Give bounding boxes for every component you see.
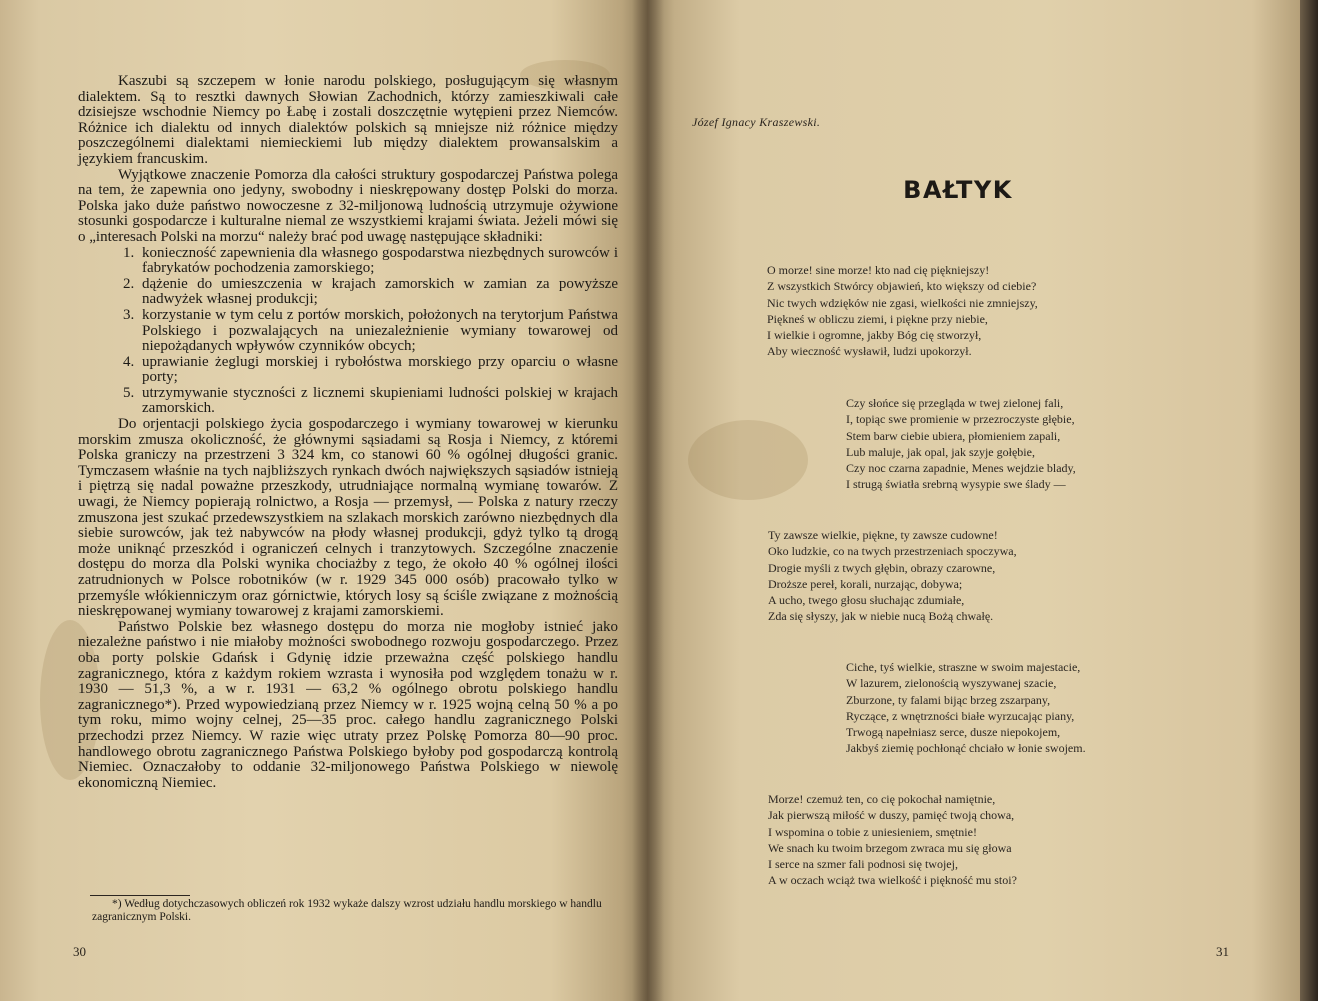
list-item: 3. korzystanie w tym celu z portów morskich, położonych na terytorjum Państwa Polskiego i pozwalających na uniezależnienie wymiany towarowej od niepożądanych wpływów czynników obcych; — [138, 308, 618, 355]
poem-author: Józef Ignacy Kraszewski. — [692, 115, 821, 129]
verse-line: Zda się słyszy, jak w niebie nucą Bożą chwałę. — [768, 609, 994, 624]
footnote: *) Według dotychczasowych obliczeń rok 1932 wykaże dalszy wzrost udziału handlu morskiego w handlu zagranicznym Polski. — [92, 898, 602, 923]
paragraph-pomorze: Wyjątkowe znaczenie Pomorza dla całości struktury gospodarczej Państwa polega na tem, że zapewnia ono jedyny, swobodny i nieskrępowany dostęp Polski do morza. Polska jako duże państwo nowoczesne z 32-miljonową ludnością utrzymuje ożywione stosunki gospodarcze i kulturalne niemal ze wszystkiemi krajami świata. Jeżeli mówi się o „interesach Polski na morzu“ należy brać pod uwagę następujące składniki: — [78, 166, 618, 245]
verse-line: I strugą światła srebrną wysypie swe ślady — — [846, 477, 1066, 492]
left-page-body — [78, 74, 618, 791]
verse-line: A w oczach wciąż twa wielkość i piękność mu stoi? — [768, 873, 1017, 888]
page-number-right: 31 — [1216, 944, 1229, 959]
verse-line: Nic twych wdzięków nie zgasi, wielkości nie zmniejszy, — [767, 295, 1038, 310]
verse-line: Czy noc czarna zapadnie, Menes wejdzie blady, — [846, 461, 1076, 476]
verse-line: Ciche, tyś wielkie, straszne w swoim majestacie, — [846, 660, 1081, 674]
verse-line: Ty zawsze wielkie, piękne, ty zawsze cudowne! — [768, 528, 998, 542]
verse-line: Z wszystkich Stwórcy objawień, kto większy od ciebie? — [767, 279, 1037, 294]
interests-list — [78, 246, 618, 418]
verse-line: I, topiąc swe promienie w przezroczyste głębie, — [846, 412, 1075, 427]
page-number-left: 30 — [73, 944, 86, 959]
footnote-divider — [90, 895, 190, 896]
verse-line: Jakbyś ziemię pochłonąć chciało w łonie swojem. — [846, 741, 1086, 756]
paragraph-orientation: Do orjentacji polskiego życia gospodarczego i wymiany towarowej w kierunku morskim zmusza okoliczność, że głównymi sąsiadami są Rosja i Niemcy, z któremi Polska graniczy na przestrzeni 3 324 km, co stanowi 60 % ogólnej długości granic. Tymczasem właśnie na tych najbliższych rynkach dwóch największych sąsiadów istnieją i piętrzą się nadal poważne przeszkody, utrudniające normalną wymianę towarów. Z uwagi, że Niemcy popierają rolnictwo, a Rosja — przemysł, — Polska z natury rzeczy zmuszona jest szukać przedewszystkiem na szlakach morskich zarówno niezbędnych dla siebie surowców, jak też nabywców na płody własnej produkcji, gdyż tylko tą drogą może uniknąć przeszkód i ograniczeń celnych i tranzytowych. Szczególne znaczenie dostępu do morza dla Polski wynika chociażby z tego, że około 40 % ogólnej ilości zatrudnionych w Polsce robotników (w r. 1929 345 000 osób) pracowało tylko w przemyśle włókienniczym oraz górnictwie, których losy są ściśle związane z możnością nieskrępowanej wymiany towarowej z krajami zamorskiemi. — [78, 416, 618, 620]
stanza-4 — [846, 659, 1086, 757]
verse-line: I wspomina o tobie z uniesieniem, smętnie! — [768, 824, 977, 839]
verse-line: O morze! sine morze! kto nad cię piękniejszy! — [767, 263, 990, 277]
verse-line: Jak pierwszą miłość w duszy, pamięć twoją chowa, — [768, 808, 1015, 823]
verse-line: Trwogą napełniasz serce, dusze niepokojem, — [846, 725, 1061, 740]
verse-line: I serce na szmer fali podnosi się twojej, — [768, 857, 958, 872]
verse-line: Stem barw ciebie ubiera, płomieniem zapali, — [846, 428, 1061, 443]
list-item: 2. dążenie do umieszczenia w krajach zamorskich w zamian za powyższe nadwyżek własnej produkcji; — [138, 277, 618, 308]
verse-line: Aby wieczność wysławił, ludzi upokorzył. — [767, 344, 972, 359]
verse-line: A ucho, twego głosu słuchając zdumiałe, — [768, 593, 965, 608]
verse-line: W lazurem, zielonością wyszywanej szacie, — [846, 676, 1057, 691]
verse-line: Zburzone, ty falami bijąc brzeg zszarpany, — [846, 692, 1051, 707]
verse-line: Piękneś w obliczu ziemi, i piękne przy niebie, — [767, 311, 988, 326]
verse-line: Droższe pereł, korali, nurzając, dobywa; — [768, 576, 963, 591]
verse-line: Drogie myśli z twych głębin, obrazy czarowne, — [768, 560, 996, 575]
poem-title: BAŁTYK — [903, 176, 1013, 204]
book-gutter — [632, 0, 664, 1001]
stanza-2 — [846, 395, 1076, 493]
paragraph-kaszubi: Kaszubi są szczepem w łonie narodu polskiego, posługującym się własnym dialektem. Są to resztki dawnych Słowian Zachodnich, którzy zamieszkiwali całe dzisiejsze wschodnie Niemcy po Łabę i zostali doszczętnie wytępieni przez Niemców. Różnice ich dialektu od innych dialektów polskich są mniejsze niż różnice między poszczególnemi dialektami niemieckiemi lub między dialektem prowansalskim a językiem francuskim. — [78, 73, 618, 167]
paragraph-state: Państwo Polskie bez własnego dostępu do morza nie mogłoby istnieć jako niezależne państwo i nie miałoby możności swobodnego rozwoju gospodarczego. Przez oba porty polskie Gdańsk i Gdynię idzie przeważna część polskiego handlu zagranicznego, która z każdym rokiem wzrasta i wynosiła pod względem tonażu w r. 1930 — 51,3 %, a w r. 1931 — 63,2 % ogólnego obrotu polskiego handlu zagranicznego*). Przed wypowiedzianą przez Niemcy w r. 1925 wojną celną 50 % a po tym roku, mimo wojny celnej, 25—35 proc. całego handlu zagranicznego Polski przechodzi przez Niemcy. W razie więc utraty przez Polskę Pomorza 80—90 proc. handlowego obrotu zagranicznego Państwa Polskiego byłoby pod gospodarczą kontrolą Niemiec. Oznaczałoby to oddanie 32-miljonowego Państwa Polskiego w niewolę ekonomiczną Niemiec. — [78, 618, 618, 791]
stanza-3 — [768, 527, 1017, 625]
verse-line: Czy słońce się przegląda w twej zielonej fali, — [846, 396, 1064, 410]
verse-line: Morze! czemuż ten, co cię pokochał namiętnie, — [768, 792, 996, 806]
verse-line: Lub maluje, jak opal, jak szyje gołębie, — [846, 444, 1035, 459]
verse-line: Oko ludzkie, co na twych przestrzeniach spoczywa, — [768, 544, 1017, 559]
page-edge — [1300, 0, 1318, 1001]
verse-line: We snach ku twoim brzegom zwraca mu się głowa — [768, 840, 1012, 855]
stanza-1 — [767, 262, 1038, 360]
list-item: 5. utrzymywanie styczności z licznemi skupieniami ludności polskiej w krajach zamorskich. — [138, 386, 618, 417]
verse-line: Ryczące, z wnętrzności białe wyrzucając piany, — [846, 708, 1075, 723]
stanza-5 — [768, 791, 1017, 889]
list-item: 4. uprawianie żeglugi morskiej i rybołóstwa morskiego przy oparciu o własne porty; — [138, 355, 618, 386]
verse-line: I wielkie i ogromne, jakby Bóg cię stworzył, — [767, 328, 982, 343]
left-page — [0, 0, 648, 1001]
list-item: 1. konieczność zapewnienia dla własnego gospodarstwa niezbędnych surowców i fabrykatów pochodzenia zamorskiego; — [138, 246, 618, 277]
